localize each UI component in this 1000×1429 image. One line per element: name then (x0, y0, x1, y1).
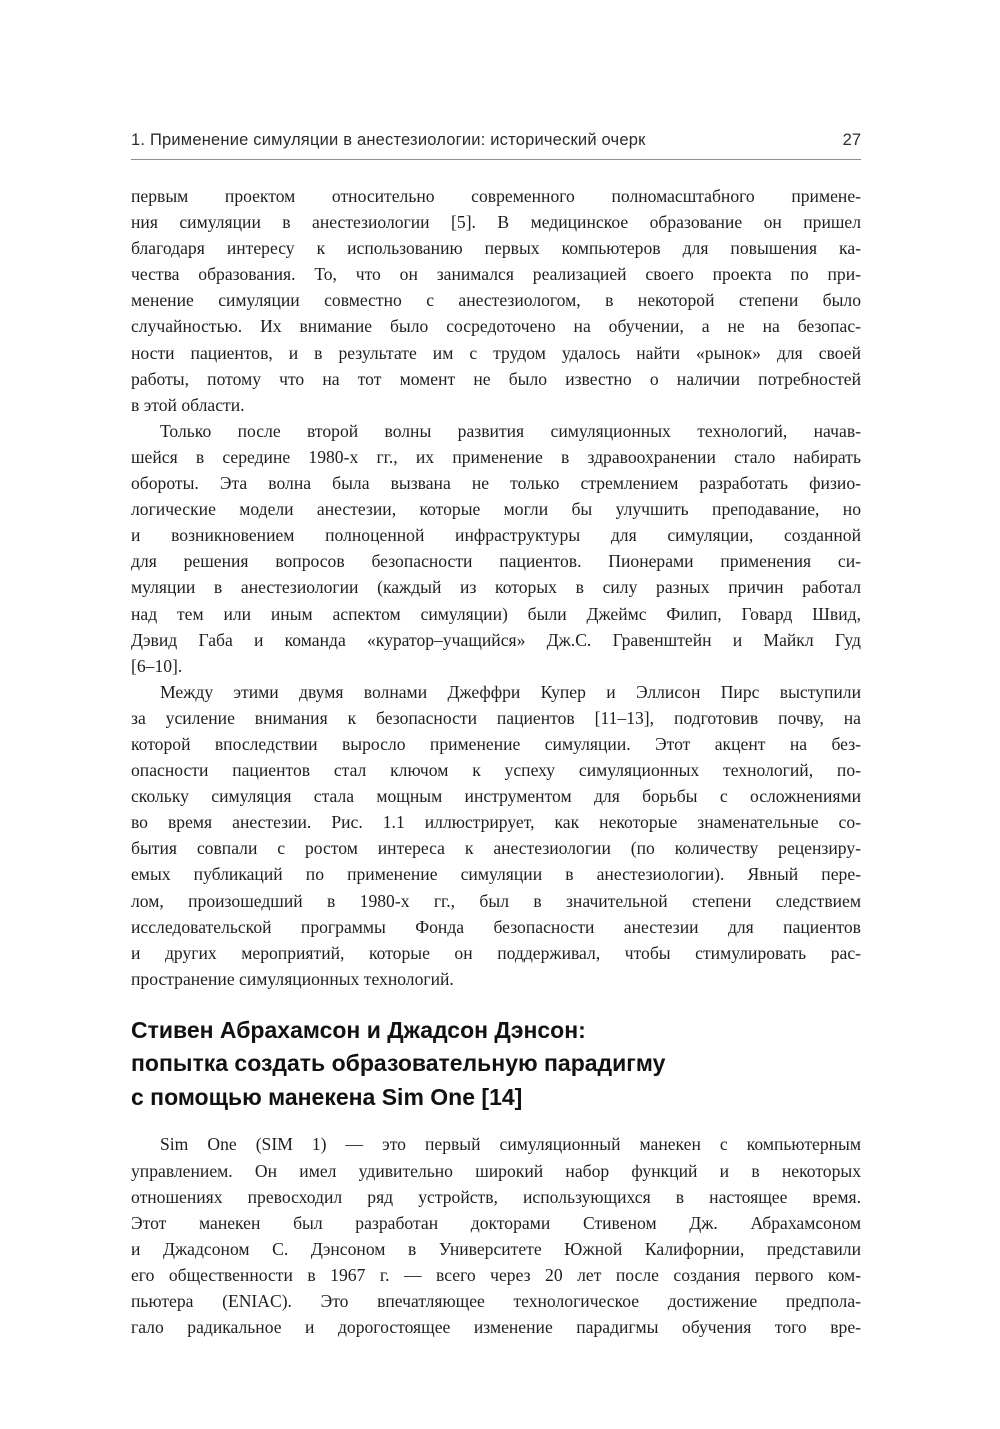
text-line: Этот манекен был разработан докторами Стивеном Дж. Абрахамсоном (131, 1212, 861, 1233)
text-line: Дэвид Габа и команда «куратор–учащийся» Дж.С. Гравенштейн и Майкл Гуд (131, 629, 861, 650)
text-line: обороты. Эта волна была вызвана не только стремлением разработать физио- (131, 473, 861, 494)
text-line: логические модели анестезии, которые могли бы улучшить преподавание, но (131, 499, 861, 520)
paragraph (131, 679, 861, 992)
text-line: случайностью. Их внимание было сосредоточено на обучении, а не на безопас- (131, 316, 861, 337)
section-heading (131, 1014, 861, 1115)
running-header (131, 131, 861, 160)
chapter-title: 1. Применение симуляции в анестезиологии: исторический очерк (131, 131, 646, 149)
paragraph (131, 183, 861, 418)
text-line: Sim One (SIM 1) — это первый симуляционный манекен с компьютерным (160, 1134, 861, 1155)
page-content-column (131, 131, 861, 1340)
body-text (131, 183, 861, 1340)
text-line: для решения вопросов безопасности пациентов. Пионерами применения си- (131, 551, 861, 572)
text-line: Между этими двумя волнами Джеффри Купер и Эллисон Пирс выступили (160, 681, 861, 702)
section-heading-line: попытка создать образовательную парадигму (131, 1050, 666, 1077)
text-line: опасности пациентов стал ключом к успеху симуляционных технологий, по- (131, 760, 861, 781)
text-line: и возникновением полноценной инфраструктуры для симуляции, созданной (131, 525, 861, 546)
text-line: менение симуляции совместно с анестезиологом, в некоторой степени было (131, 290, 861, 311)
section-heading-line: Стивен Абрахамсон и Джадсон Дэнсон: (131, 1016, 586, 1043)
text-line: работы, потому что на тот момент не было известно о наличии потребностей (131, 368, 861, 389)
text-line: ния симуляции в анестезиологии [5]. В медицинское образование он пришел (131, 212, 861, 233)
paragraph (131, 418, 861, 679)
text-line: исследовательской программы Фонда безопасности анестезии для пациентов (131, 916, 861, 937)
paragraph (131, 1131, 861, 1340)
text-line: его общественности в 1967 г. — всего через 20 лет после создания первого ком- (131, 1264, 861, 1285)
text-line: лом, произошедший в 1980-х гг., был в значительной степени следствием (131, 890, 861, 911)
text-line: [6–10]. (131, 655, 183, 676)
text-line: которой впоследствии выросло применение симуляции. Этот акцент на без- (131, 733, 861, 754)
text-line: отношениях превосходил ряд устройств, использующихся в настоящее время. (131, 1186, 861, 1207)
text-line: во время анестезии. Рис. 1.1 иллюстрирует, как некоторые знаменательные со- (131, 812, 861, 833)
text-line: Только после второй волны развития симуляционных технологий, начав- (160, 420, 861, 441)
section-heading-line: с помощью манекена Sim One [14] (131, 1083, 523, 1110)
text-line: за усиление внимания к безопасности пациентов [11–13], подготовив почву, на (131, 707, 861, 728)
text-line: пространение симуляционных технологий. (131, 968, 454, 989)
text-line: пьютера (ENIAC). Это впечатляющее технологическое достижение предпола- (131, 1290, 861, 1311)
text-line: скольку симуляция стала мощным инструментом для борьбы с осложнениями (131, 786, 861, 807)
text-line: и Джадсоном С. Дэнсоном в Университете Южной Калифорнии, представили (131, 1238, 861, 1259)
text-line: шейся в середине 1980-х гг., их применение в здравоохранении стало набирать (131, 446, 861, 467)
text-line: бытия совпали с ростом интереса к анестезиологии (по количеству рецензиру- (131, 838, 861, 859)
text-line: первым проектом относительно современного полномасштабного примене- (131, 186, 861, 206)
text-line: в этой области. (131, 394, 245, 415)
text-line: муляции в анестезиологии (каждый из которых в силу разных причин работал (131, 577, 861, 598)
page-number: 27 (842, 131, 861, 149)
text-line: над тем или иным аспектом симуляции) были Джеймс Филип, Говард Швид, (131, 603, 861, 624)
text-line: гало радикальное и дорогостоящее изменение парадигмы обучения того вре- (131, 1317, 861, 1338)
text-line: чества образования. То, что он занимался реализацией своего проекта по при- (131, 264, 861, 285)
text-line: и других мероприятий, которые он поддерживал, чтобы стимулировать рас- (131, 942, 861, 963)
text-line: благодаря интересу к использованию первых компьютеров для повышения ка- (131, 238, 861, 259)
text-line: управлением. Он имел удивительно широкий набор функций и в некоторых (131, 1160, 861, 1181)
text-line: емых публикаций по применение симуляции в анестезиологии). Явный пере- (131, 864, 861, 885)
text-line: ности пациентов, и в результате им с трудом удалось найти «рынок» для своей (131, 342, 861, 363)
